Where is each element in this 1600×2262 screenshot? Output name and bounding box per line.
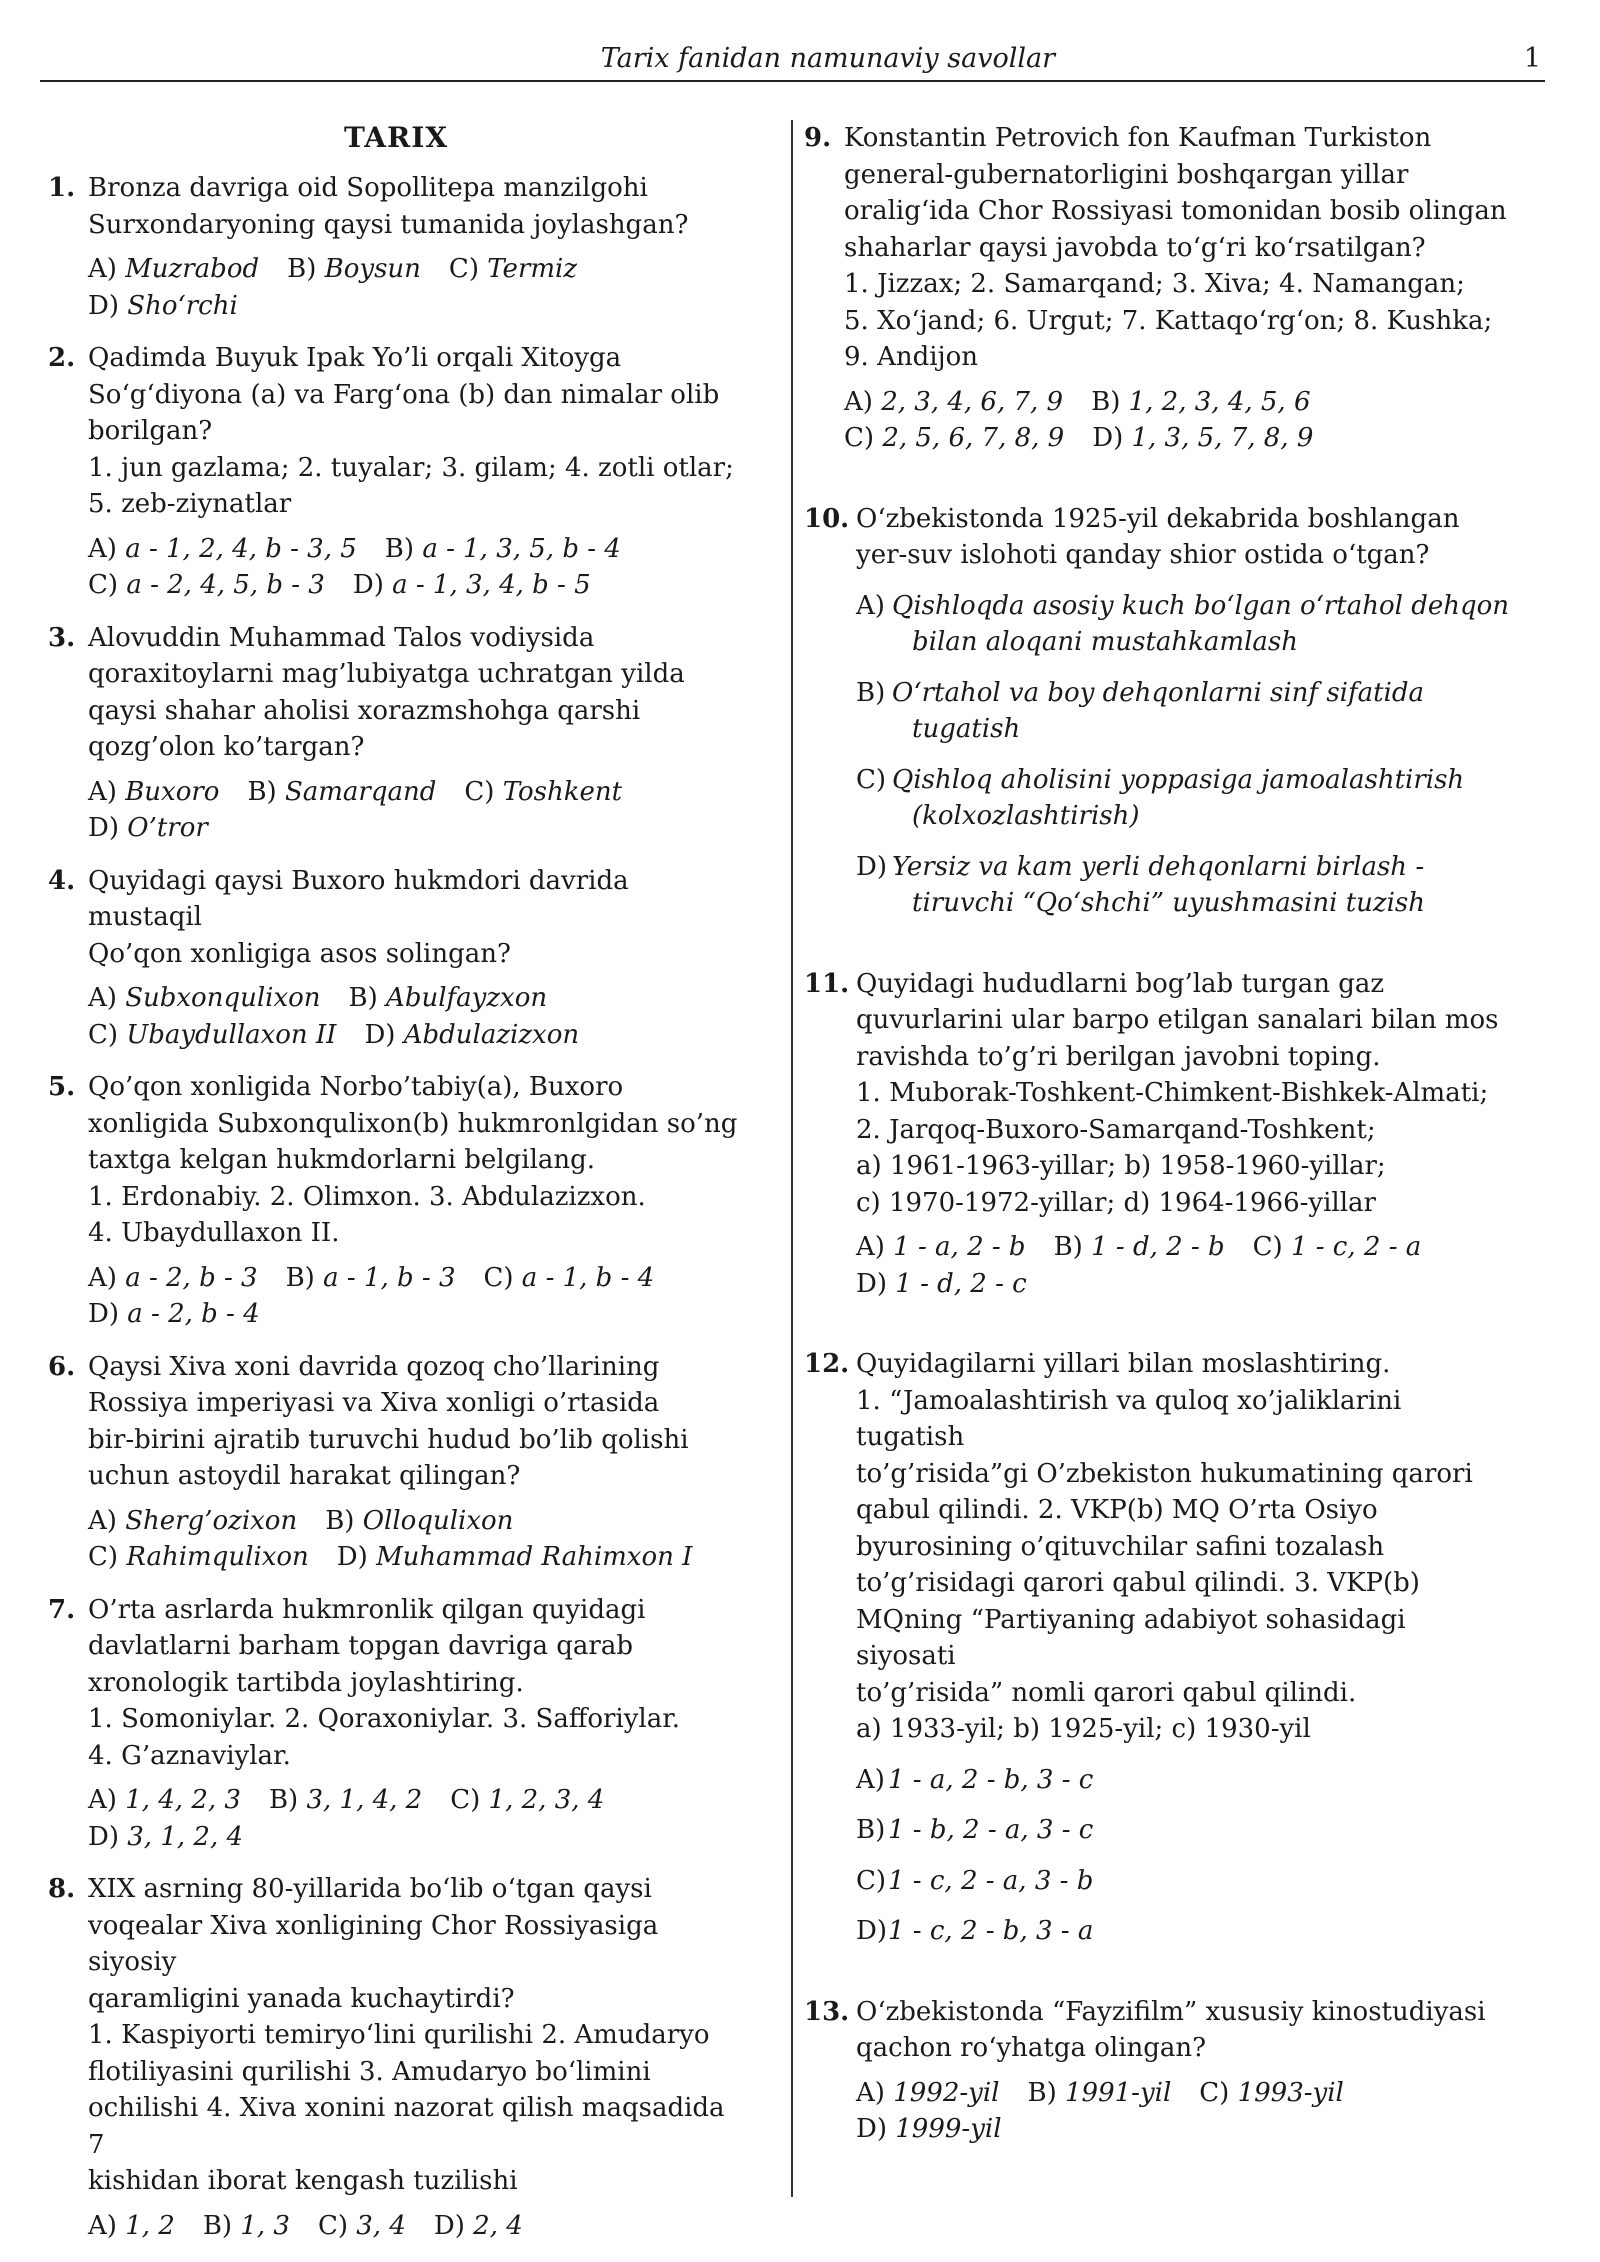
question-text: 1. Erdonabiy. 2. Olimxon. 3. Abdulazizxon. (88, 1181, 646, 1212)
options (88, 2208, 744, 2245)
option-b[interactable]: B) 1 - d, 2 - b (1053, 1232, 1225, 1262)
spacer (804, 473, 1512, 501)
option-b[interactable]: B) 1, 2, 3, 4, 5, 6 (1091, 386, 1311, 417)
question-text: XIX asrning 80-yillarida bo‘lib o‘tgan qaysi (88, 1874, 652, 1904)
option-c[interactable]: C) Rahimqulixon (88, 1542, 309, 1572)
spacer (804, 1318, 1512, 1346)
options (844, 384, 1512, 457)
option-a[interactable]: A) Muzrabod (88, 254, 260, 284)
option-d[interactable]: D) 2, 4 (433, 2210, 523, 2241)
option-c[interactable]: C) 3, 4 (317, 2210, 406, 2241)
header-title: Tarix fanidan namunaviy savollar (600, 43, 1055, 74)
question-11 (804, 966, 1512, 1303)
option-b[interactable]: B) Samarqand (247, 776, 437, 807)
option-b[interactable]: B) 1 - b, 2 - a, 3 - c (856, 1815, 1094, 1845)
option-d[interactable]: D) Abdulazizxon (364, 1019, 580, 1050)
option-c[interactable]: C) Ubaydullaxon II (88, 1019, 337, 1050)
option-c[interactable]: C) 1, 2, 3, 4 (450, 1785, 605, 1815)
question-text: ochilishi 4. Xiva xonini nazorat qilish maqsadida 7 (88, 2093, 725, 2160)
question-text: Quyidagilarni yillari bilan moslashtiring. (856, 1349, 1391, 1379)
options (88, 1260, 744, 1333)
question-text: ravishda to’g’ri berilgan javobni toping. (856, 1041, 1381, 1072)
question-text: Quyidagi hududlarni bog’lab turgan gaz (856, 968, 1385, 999)
option-a[interactable]: A) Sherg’ozixon (88, 1505, 298, 1536)
question-13 (804, 1994, 1512, 2148)
question-text: Bronza davriga oid Sopollitepa manzilgohi (88, 173, 648, 203)
question-text: to’g’risidagi qarori qabul qilindi. 3. VKP(b) (856, 1568, 1420, 1598)
options (856, 1229, 1512, 1302)
option-d[interactable]: D) Muhammad Rahimxon I (336, 1542, 693, 1572)
question-text: 9. Andijon (844, 342, 979, 372)
question-8 (48, 1871, 744, 2244)
option-a[interactable]: A) a - 2, b - 3 (88, 1262, 258, 1293)
question-6 (48, 1349, 744, 1576)
option-c[interactable]: C) Termiz (448, 254, 578, 284)
options (88, 1503, 744, 1576)
option-d[interactable]: D) a - 2, b - 4 (88, 1299, 260, 1329)
question-number: 9. (804, 123, 832, 153)
option-d[interactable]: D) 3, 1, 2, 4 (88, 1821, 244, 1852)
question-text: Qaysi Xiva xoni davrida qozoq cho’llarining (88, 1351, 660, 1382)
option-d[interactable]: D) Yersiz va kam yerli dehqonlarni birlash - tiruvchi “Qo‘shchi” uyushmasini tuzish (856, 851, 1426, 918)
option-c[interactable]: C) 1 - c, 2 - a (1252, 1232, 1422, 1262)
option-d[interactable]: D) a - 1, 3, 4, b - 5 (352, 570, 591, 600)
question-number: 7. (48, 1594, 76, 1625)
question-number: 12. (804, 1349, 850, 1379)
option-b[interactable]: B) Abulfayzxon (348, 983, 548, 1013)
question-text: Qadimda Buyuk Ipak Yo’li orqali Xitoyga (88, 343, 622, 373)
option-b[interactable]: B) Boysun (287, 254, 421, 284)
question-number: 2. (48, 343, 76, 373)
option-b[interactable]: B) O‘rtahol va boy dehqonlarni sinf sifatida tugatish (856, 677, 1425, 744)
question-5 (48, 1069, 744, 1333)
question-number: 11. (804, 968, 850, 999)
question-text: Qo’qon xonligida Norbo’tabiy(a), Buxoro (88, 1072, 624, 1102)
question-text: qozg’olon ko’targan? (88, 732, 365, 762)
question-text: Quyidagi qaysi Buxoro hukmdori davrida mustaqil (88, 865, 629, 932)
question-text: flotiliyasini qurilishi 3. Amudaryo bo‘limini (88, 2056, 651, 2087)
option-c[interactable]: C) 2, 5, 6, 7, 8, 9 (844, 423, 1065, 453)
question-text: uchun astoydil harakat qilingan? (88, 1461, 521, 1491)
question-text: byurosining o’qituvchilar safini tozalash (856, 1531, 1385, 1562)
option-c[interactable]: C) Qishloq aholisini yoppasiga jamoalashtirish (kolxozlashtirish) (856, 764, 1465, 831)
question-text: Konstantin Petrovich fon Kaufman Turkiston (844, 123, 1432, 153)
subject-title: TARIX (343, 121, 449, 154)
option-d[interactable]: D) 1, 3, 5, 7, 8, 9 (1092, 423, 1314, 453)
question-number: 6. (48, 1351, 76, 1382)
option-b[interactable]: B) a - 1, 3, 5, b - 4 (384, 533, 621, 564)
question-text: voqealar Xiva xonligining Chor Rossiyasiga siyosiy (88, 1910, 659, 1977)
question-text: bir-birini ajratib turuvchi hudud bo’lib qolishi (88, 1424, 689, 1455)
question-text: qabul qilindi. 2. VKP(b) MQ O’rta Osiyo (856, 1495, 1378, 1525)
question-text: O’rta asrlarda hukmronlik qilgan quyidagi (88, 1594, 646, 1625)
option-b[interactable]: B) 3, 1, 4, 2 (268, 1785, 423, 1815)
question-number: 8. (48, 1874, 76, 1904)
question-text: taxtga kelgan hukmdorlarni belgilang. (88, 1145, 596, 1175)
question-text: qoraxitoylarni mag’lubiyatga uchratgan yilda (88, 659, 685, 689)
question-number: 4. (48, 865, 76, 896)
question-text: qaramligini yanada kuchaytirdi? (88, 1983, 515, 2014)
option-c[interactable]: C) a - 1, b - 4 (483, 1262, 655, 1293)
option-a[interactable]: A) Buxoro (88, 776, 220, 807)
question-text: to’g’risida” nomli qarori qabul qilindi. (856, 1677, 1357, 1708)
spacer (804, 938, 1512, 966)
question-text: qachon ro‘yhatga olingan? (856, 2033, 1207, 2063)
options (88, 1782, 744, 1855)
options (856, 2075, 1512, 2148)
question-text: 4. G’aznaviylar. (88, 1740, 291, 1771)
question-text: yer-suv islohoti qanday shior ostida o‘tgan? (856, 540, 1430, 570)
question-text: shaharlar qaysi javobda to‘g‘ri ko‘rsatilgan? (844, 232, 1426, 263)
question-text: 1. “Jamoalashtirish va quloq xo’jaliklarini tugatish (856, 1385, 1402, 1452)
question-text: kishidan iborat kengash tuzilishi (88, 2166, 518, 2196)
question-9 (804, 120, 1512, 457)
option-c[interactable]: C) Toshkent (464, 776, 623, 807)
option-a[interactable]: A) a - 1, 2, 4, b - 3, 5 (88, 533, 357, 564)
option-b[interactable]: B) 1991-yil (1027, 2077, 1172, 2108)
option-a[interactable]: A) 1 - a, 2 - b (856, 1232, 1026, 1262)
question-text: qaysi shahar aholisi xorazmshohga qarshi (88, 695, 641, 726)
question-text: xonligida Subxonqulixon(b) hukmronlgidan so’ng (88, 1108, 738, 1139)
question-text: Rossiya imperiyasi va Xiva xonligi o’rtasida (88, 1388, 660, 1418)
question-text: Qo’qon xonligiga asos solingan? (88, 938, 511, 969)
question-text: 1. Kaspiyorti temiryo‘lini qurilishi 2. Amudaryo (88, 2020, 710, 2050)
column-divider (791, 120, 793, 2197)
page-number: 1 (1523, 43, 1541, 74)
option-d[interactable]: D) O’tror (88, 813, 208, 843)
option-a[interactable]: A) 1 - a, 2 - b, 3 - c (856, 1764, 1094, 1795)
option-b[interactable]: B) a - 1, b - 3 (285, 1262, 456, 1293)
option-a[interactable]: A) 1992-yil (856, 2077, 1000, 2108)
question-number: 1. (48, 173, 76, 203)
option-d[interactable]: D) 1999-yil (856, 2114, 1002, 2144)
question-text: 5. Xo‘jand; 6. Urgut; 7. Kattaqo‘rg‘on; 8. Kushka; (844, 305, 1493, 336)
question-text: xronologik tartibda joylashtiring. (88, 1667, 524, 1698)
options (88, 980, 744, 1053)
question-7 (48, 1592, 744, 1856)
options (88, 251, 744, 324)
option-c[interactable]: C) 1 - c, 2 - a, 3 - b (856, 1865, 1094, 1896)
question-text: 4. Ubaydullaxon II. (88, 1218, 340, 1248)
spacer (804, 1966, 1512, 1994)
question-text: 2. Jarqoq-Buxoro-Samarqand-Toshkent; (856, 1114, 1376, 1145)
question-text: oralig‘ida Chor Rossiyasi tomonidan bosib olingan (844, 196, 1507, 226)
question-number: 5. (48, 1072, 76, 1102)
question-text: c) 1970-1972-yillar; d) 1964-1966-yillar (856, 1187, 1376, 1218)
question-number: 3. (48, 622, 76, 653)
option-c[interactable]: C) a - 2, 4, 5, b - 3 (88, 570, 325, 600)
question-text: borilgan? (88, 416, 213, 446)
option-c[interactable]: C) 1993-yil (1199, 2077, 1344, 2108)
question-text: MQning “Partiyaning adabiyot sohasidagi siyosati (856, 1604, 1406, 1671)
option-a[interactable]: A) Subxonqulixon (88, 983, 321, 1013)
question-text: davlatlarni barham topgan davriga qarab (88, 1631, 634, 1661)
question-2 (48, 340, 744, 604)
options (88, 531, 744, 604)
question-text: general-gubernatorligini boshqargan yillar (844, 159, 1409, 190)
options (88, 774, 744, 847)
option-a[interactable]: A) 2, 3, 4, 6, 7, 9 (844, 386, 1064, 417)
option-a[interactable]: A) 1, 2 (88, 2210, 175, 2241)
question-text: to’g’risida”gi O’zbekiston hukumatining qarori (856, 1458, 1473, 1489)
question-text: 1. jun gazlama; 2. tuyalar; 3. gilam; 4. zotli otlar; (88, 452, 734, 483)
question-text: So‘g‘diyona (a) va Farg‘ona (b) dan nimalar olib (88, 379, 720, 410)
page-header (40, 42, 1545, 82)
question-text: Alovuddin Muhammad Talos vodiysida (88, 622, 595, 653)
question-text: O‘zbekistonda 1925-yil dekabrida boshlangan (856, 503, 1460, 534)
option-d[interactable]: D) Sho‘rchi (88, 290, 238, 321)
question-text: 1. Muborak-Toshkent-Chimkent-Bishkek-Almati; (856, 1078, 1489, 1108)
right-column (804, 120, 1512, 2164)
option-b[interactable]: B) Olloqulixon (325, 1505, 514, 1536)
question-text: quvurlarini ular barpo etilgan sanalari bilan mos (856, 1005, 1499, 1035)
question-text: 1. Somoniylar. 2. Qoraxoniylar. 3. Safforiylar. (88, 1704, 681, 1734)
question-10 (804, 501, 1512, 922)
left-column (48, 120, 744, 2260)
option-a[interactable]: A) Qishloqda asosiy kuch bo‘lgan o‘rtahol dehqon bilan aloqani mustahkamlash (856, 590, 1510, 657)
question-text: O‘zbekistonda “Fayzifilm” xususiy kinostudiyasi (856, 1996, 1486, 2027)
question-number: 10. (804, 503, 850, 534)
question-number: 13. (804, 1996, 850, 2027)
option-a[interactable]: A) 1, 4, 2, 3 (88, 1785, 241, 1815)
question-text: a) 1933-yil; b) 1925-yil; c) 1930-yil (856, 1714, 1311, 1744)
question-text: 1. Jizzax; 2. Samarqand; 3. Xiva; 4. Namangan; (844, 269, 1465, 299)
question-12 (804, 1346, 1512, 1950)
question-4 (48, 863, 744, 1054)
question-text: 5. zeb-ziynatlar (88, 489, 292, 519)
option-b[interactable]: B) 1, 3 (202, 2210, 290, 2241)
question-3 (48, 620, 744, 847)
question-text: Surxondaryoning qaysi tumanida joylashgan? (88, 209, 689, 240)
option-d[interactable]: D) 1 - d, 2 - c (856, 1268, 1027, 1299)
question-text: a) 1961-1963-yillar; b) 1958-1960-yillar; (856, 1151, 1386, 1181)
question-1 (48, 170, 744, 324)
option-d[interactable]: D) 1 - c, 2 - b, 3 - a (856, 1916, 1094, 1946)
